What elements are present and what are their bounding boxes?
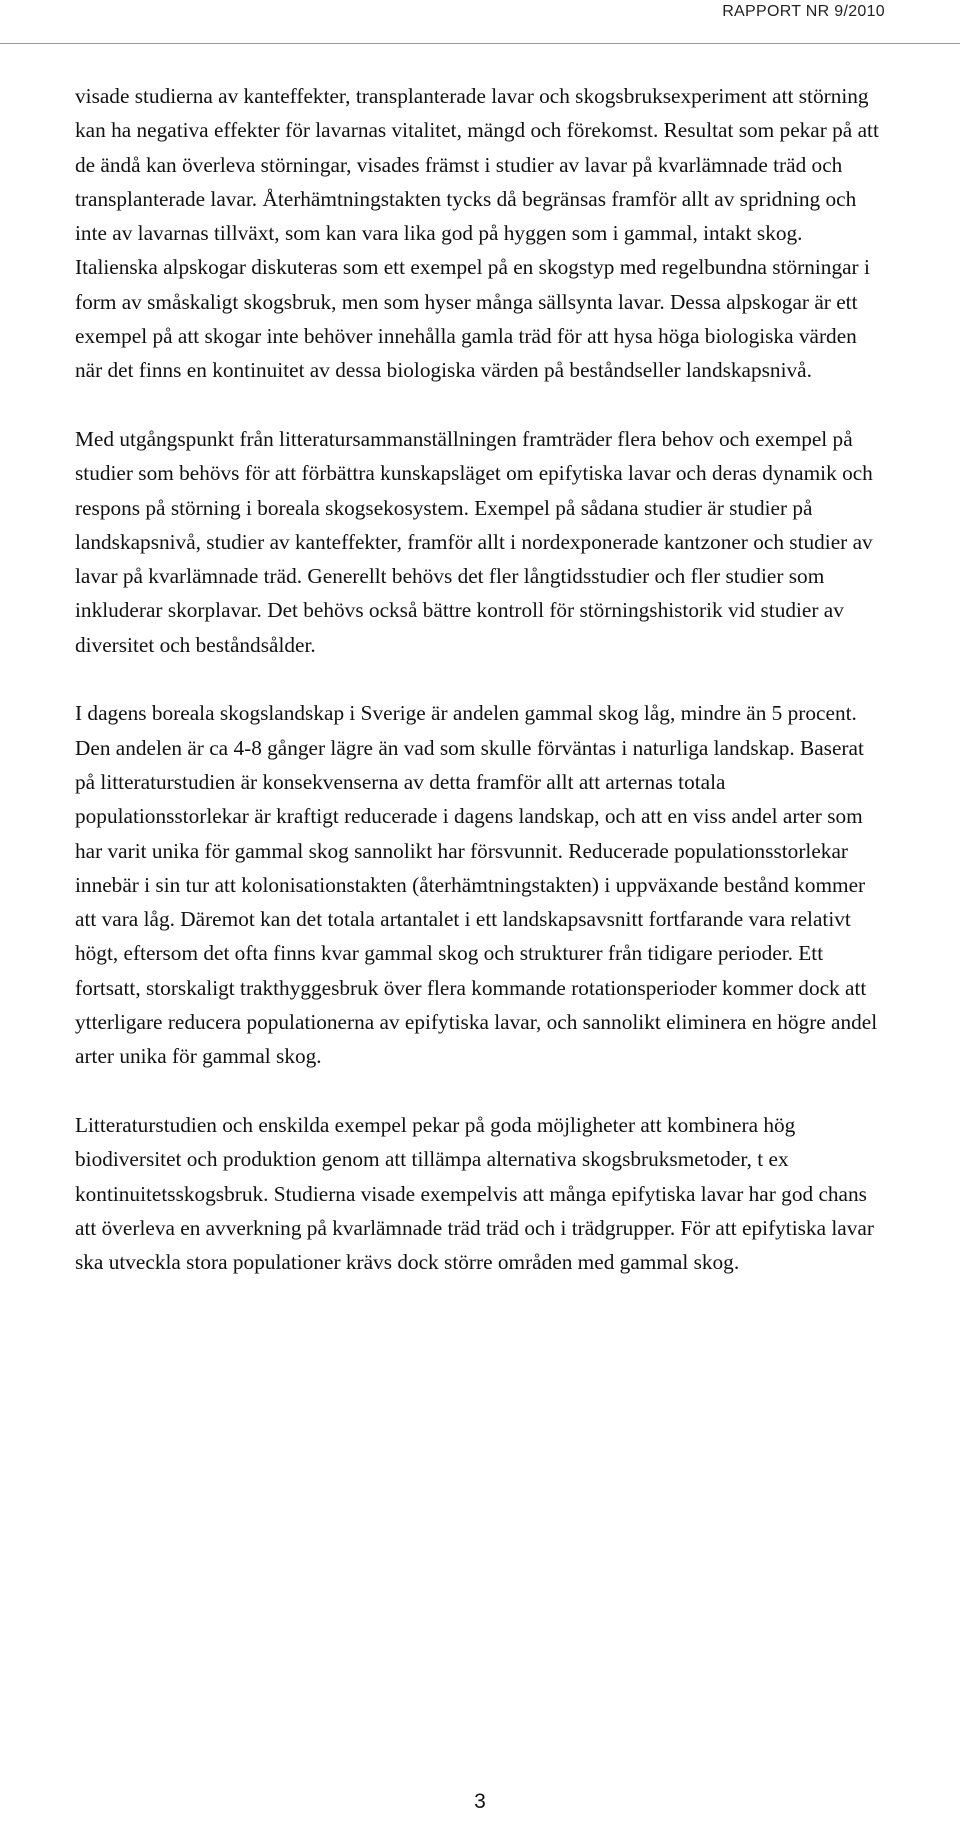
page-number: 3 [474, 1790, 486, 1813]
body-text [75, 79, 887, 1279]
header-divider [0, 43, 960, 44]
paragraph-3: I dagens boreala skogslandskap i Sverige är andelen gammal skog låg, mindre än 5 procent. Den andelen är ca 4-8 gånger lägre än vad som skulle förväntas i naturliga landskap. Baserat på litteraturstudien är konsekvenserna av detta framför allt att arternas totala populationsstorlekar är kraftigt reducerade i dagens landskap, och att en viss andel arter som har varit unika för gammal skog sannolikt har försvunnit. Reducerade populationsstorlekar innebär i sin tur att kolonisationstakten (återhämtningstakten) i uppväxande bestånd kommer att vara låg. Däremot kan det totala artantalet i ett landskapsavsnitt fortfarande vara relativt högt, eftersom det ofta finns kvar gammal skog och strukturer från tidigare perioder. Ett fortsatt, storskaligt trakthyggesbruk över flera kommande rotationsperioder kommer dock att ytterligare reducera populationerna av epifytiska lavar, och sannolikt eliminera en högre andel arter unika för gammal skog. [75, 701, 878, 1069]
paragraph-1: visade studierna av kanteffekter, transplanterade lavar och skogsbruksexperiment att störning kan ha negativa effekter för lavarnas vitalitet, mängd och förekomst. Resultat som pekar på att de ändå kan överleva störningar, visades främst i studier av lavar på kvarlämnade träd och transplanterade lavar. Återhämtningstakten tycks då begränsas framför allt av spridning och inte av lavarnas tillväxt, som kan vara lika god på hyggen som i gammal, intakt skog. Italienska alpskogar diskuteras som ett exempel på en skogstyp med regelbundna störningar i form av småskaligt skogsbruk, men som hyser många sällsynta lavar. Dessa alpskogar är ett exempel på att skogar inte behöver innehålla gamla träd för att hysa höga biologiska värden när det finns en kontinuitet av dessa biologiska värden på beståndseller landskapsnivå. [75, 84, 879, 383]
paragraph-2: Med utgångspunkt från litteratursammanställningen framträder flera behov och exempel på studier som behövs för att förbättra kunskapsläget om epifytiska lavar och deras dynamik och respons på störning i boreala skogsekosystem. Exempel på sådana studier är studier på landskapsnivå, studier av kanteffekter, framför allt i nordexponerade kantzoner och studier av lavar på kvarlämnade träd. Generellt behövs det fler långtidsstudier och fler studier som inkluderar skorplavar. Det behövs också bättre kontroll för störningshistorik vid studier av diversitet och beståndsålder. [75, 426, 873, 657]
paragraph-4: Litteraturstudien och enskilda exempel pekar på goda möjligheter att kombinera hög biodiversitet och produktion genom att tillämpa alternativa skogsbruksmetoder, t ex kontinuitetsskogsbruk. Studierna visade exempelvis att många epifytiska lavar har god chans att överleva en avverkning på kvarlämnade träd träd och i trädgrupper. För att epifytiska lavar ska utveckla stora populationer krävs dock större områden med gammal skog. [75, 1112, 874, 1275]
report-number-header: RAPPORT NR 9/2010 [722, 3, 885, 20]
